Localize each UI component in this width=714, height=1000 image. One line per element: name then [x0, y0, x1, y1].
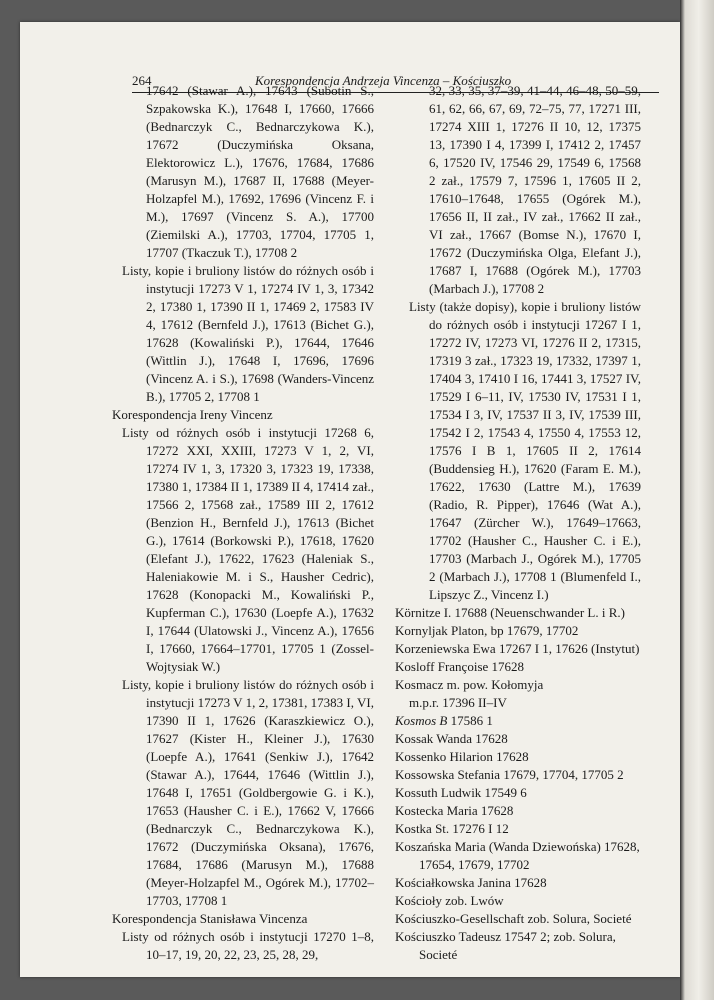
index-entry-text: Kossowska Stefania 17679, 17704, 17705 2: [395, 767, 624, 782]
index-entry: [395, 910, 641, 928]
index-entry-text: Koszańska Maria (Wanda Dziewońska) 17628, 17654, 17679, 17702: [395, 839, 640, 872]
book-spine: [680, 0, 714, 1000]
index-entry-text: 17642 (Stawar A.), 17643 (Subotin S., Szpakowska K.), 17648 I, 17660, 17666 (Bednarczyk C., Bednarczykowa K.), 17672 (Duczymińska Oksana, Elektorowicz L.), 17676, 17684, 17686 (Marusyn M.), 17687 II, 17688 (Meyer-Holzapfel M.), 17692, 17696 (Vincenz F. i M.), 17697 (Vincenz S. A.), 17700 (Ziemilski A.), 17703, 17704, 17705 1, 17707 (Tkaczuk T.), 17708 2: [146, 83, 374, 260]
index-entry: [395, 928, 641, 964]
index-entry-text: Listy, kopie i bruliony listów do różnych osób i instytucji 17273 V 1, 17274 IV 1, 3, 17342 2, 17380 1, 17390 II 1, 17469 2, 17583 IV 4, 17612 (Bernfeld J.), 17613 (Bichet G.), 17628 (Kowaliński P.), 17644, 17646 (Wittlin J.), 17648 I, 17696, 17696 (Vincenz A. i S.), 17698 (Wanders-Vincenz B.), 17705 2, 17708 1: [122, 263, 374, 404]
index-entry: [395, 604, 641, 622]
index-entry-text: Kostecka Maria 17628: [395, 803, 514, 818]
index-entry: [395, 730, 641, 748]
index-entry: [395, 748, 641, 766]
page-number: 264: [132, 73, 152, 88]
index-entry: [112, 928, 374, 964]
index-entry: [395, 694, 641, 712]
index-entry: [112, 676, 374, 910]
index-entry: [395, 766, 641, 784]
index-entry-italic-title: Kosmos B: [395, 713, 448, 728]
index-entry-text: Listy, kopie i bruliony listów do różnych osób i instytucji 17273 V 1, 2, 17381, 17383 I, VI, 17390 II 1, 17626 (Karaszkiewicz O.), 17627 (Kister H., Kleiner J.), 17630 (Loepfe A.), 17641 (Senkiw J.), 17642 (Stawar A.), 17644, 17646 (Wittlin J.), 17648 I, 17651 (Goldbergowie G. i K.), 17653 (Hausher C. i E.), 17662 V, 17666 (Bednarczyk C., Bednarczykowa K.), 17672 (Duczymińska Oksana), 17676, 17684, 17686 (Marusyn M.), 17688 (Meyer-Holzapfel M., Ogórek M.), 17702–17703, 17708 1: [122, 677, 374, 908]
index-entry-text: Kościoły zob. Lwów: [395, 893, 504, 908]
index-entry-text: 17586 1: [447, 713, 493, 728]
index-entry-text: Kościałkowska Janina 17628: [395, 875, 547, 890]
index-entry: [395, 784, 641, 802]
index-entry: [395, 622, 641, 640]
index-entry: [395, 676, 641, 694]
index-entry: [112, 406, 374, 424]
index-entry-text: Kosloff Françoise 17628: [395, 659, 525, 674]
index-entry: [395, 838, 641, 874]
index-entry: [395, 640, 641, 658]
index-entry-text: Korzeniewska Ewa 17267 I 1, 17626 (Instytut): [395, 641, 640, 656]
index-entry: [395, 874, 641, 892]
index-entry: [112, 910, 374, 928]
index-entry-text: Kossenko Hilarion 17628: [395, 749, 529, 764]
index-entry-text: Kossuth Ludwik 17549 6: [395, 785, 527, 800]
index-entry-text: 32, 33, 35, 37–39, 41–44, 46–48, 50–59, 61, 62, 66, 67, 69, 72–75, 77, 17271 III, 17274 XIII 1, 17276 II 10, 12, 17375 13, 17390 I 4, 17399 I, 17412 2, 17457 6, 17520 IV, 17546 29, 17549 6, 17568 2 zał., 17579 7, 17596 1, 17605 II 2, 17610–17648, 17655 (Ogórek M.), 17656 II, II zał., IV zał., 17662 II zał., VI zał., 17667 (Bomse N.), 17670 I, 17672 (Duczymińska Olga, Elefant J.), 17687 I, 17688 (Ogórek M.), 17703 (Marbach J.), 17708 2: [429, 83, 641, 296]
index-entry-text: Kościuszko Tadeusz 17547 2; zob. Solura, Societé: [395, 929, 616, 962]
index-entry: [112, 82, 374, 262]
index-entry-text: Listy (także dopisy), kopie i bruliony listów do różnych osób i instytucji 17267 I 1, 17272 IV, 17273 VI, 17276 II 2, 17315, 17319 3 zał., 17323 19, 17332, 17397 1, 17404 3, 17410 I 16, 17441 3, 17527 IV, 17529 I 6–11, IV, 17530 IV, 17531 I 1, 17534 I 3, IV, 17537 II 3, IV, 17539 III, 17542 I 2, 17543 4, 17550 4, 17553 12, 17576 I B 1, 17605 II 2, 17614 (Buddensieg H.), 17620 (Faram E. M.), 17622, 17630 (Lattre M.), 17639 (Radio, R. Pipper), 17646 (Wat A.), 17647 (Zürcher W.), 17649–17663, 17702 (Hausher C., Hausher C. i E.), 17703 (Marbach J., Ogórek M.), 17705 2 (Marbach J.), 17708 1 (Blumenfeld I., Lipszyc Z., Vincenz I.): [409, 299, 641, 602]
index-entry: [395, 712, 641, 730]
running-title: Korespondencja Andrzeja Vincenza – Kościuszko: [255, 73, 512, 88]
index-entry-text: Listy od różnych osób i instytucji 17268 6, 17272 XXI, XXIII, 17273 V 1, 2, VI, 17274 IV 1, 3, 17320 3, 17323 19, 17338, 17380 1, 17384 II 1, 17389 II 4, 17414 zał., 17566 2, 17568 zał., 17589 III 2, 17612 (Benzion H., Bernfeld J.), 17613 (Bichet G.), 17614 (Borkowski P.), 17618, 17620 (Elefant J.), 17622, 17623 (Haleniak S., Haleniakowie M. i S., Hausher Cedric), 17628 (Konopacki M., Kowaliński P., Kupferman C.), 17630 (Loepfe A.), 17632 I, 17644 (Ulatowski J., Vincenz A.), 17656 I, 17660, 17664–17701, 17705 1 (Zossel-Wojtysiak W.): [122, 425, 374, 674]
index-entry-text: Kościuszko-Gesellschaft zob. Solura, Societé: [395, 911, 632, 926]
index-entry-text: Kostka St. 17276 I 12: [395, 821, 509, 836]
index-entry: [395, 802, 641, 820]
index-column-right: [395, 82, 641, 964]
index-entry: [395, 892, 641, 910]
index-entry-text: Korespondencja Ireny Vincenz: [112, 407, 273, 422]
index-entry-text: Listy od różnych osób i instytucji 17270 1–8, 10–17, 19, 20, 22, 23, 25, 28, 29,: [122, 929, 374, 962]
index-entry-text: Kossak Wanda 17628: [395, 731, 508, 746]
index-column-left: [112, 82, 374, 964]
index-entry: [395, 298, 641, 604]
index-entry-text: Kornyljak Platon, bp 17679, 17702: [395, 623, 579, 638]
index-entry: [112, 424, 374, 676]
index-entry: [395, 82, 641, 298]
index-entry-text: Kosmacz m. pow. Kołomyja: [395, 677, 544, 692]
index-entry: [395, 658, 641, 676]
index-entry-text: Körnitze I. 17688 (Neuenschwander L. i R.): [395, 605, 625, 620]
index-entry: [112, 262, 374, 406]
index-entry: [395, 820, 641, 838]
index-entry-text: Korespondencja Stanisława Vincenza: [112, 911, 308, 926]
index-entry-text: m.p.r. 17396 II–IV: [409, 695, 507, 710]
